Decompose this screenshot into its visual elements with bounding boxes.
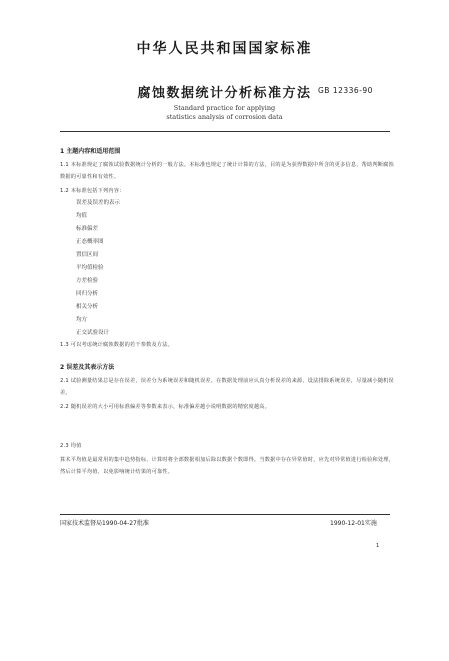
list-item: 均值 (76, 213, 88, 219)
paragraph-2-1: 2.1 试验测量结果总是存在误差，误差分为系统误差和随机误差。在数据处理前应认真分析误差的来源，设法排除系统误差，尽量减小随机误差。 (60, 378, 394, 396)
list-item: 标准偏差 (76, 226, 99, 232)
implementation-date: 1990-12-01实施 (330, 520, 377, 527)
list-item: 置信区间 (76, 252, 99, 258)
list-item: 误差及误差的表示 (76, 200, 121, 206)
paragraph-1-2: 1.2 本标准包括下列内容： (60, 188, 125, 194)
paragraph-2-3: 2.3 均值 (60, 443, 82, 449)
paragraph-2-3-body: 算术平均值是最常用的集中趋势指标，计算时将全部数据相加后除以数据个数即得。当数据中存在异常值时，应先对异常值进行检验和处理，然后计算平均值，以免影响统计结果的可靠性。 (60, 457, 395, 475)
list-item: 正交试验设计 (76, 330, 110, 336)
paragraph-1-3: 1.3 可以考虑统计腐蚀数据的若干参数及方法。 (60, 342, 174, 348)
section-2-heading: 2 误差及其表示方法 (60, 364, 115, 371)
english-title-line-2: statistics analysis of corrosion data (166, 113, 283, 121)
page-number: 1 (376, 543, 380, 549)
list-item: 正态概率图 (76, 239, 104, 245)
list-item: 均方 (76, 317, 88, 323)
list-item: 回归分析 (76, 291, 99, 297)
english-title-line-1: Standard practice for applying (173, 104, 276, 112)
paragraph-2-2: 2.2 随机误差的大小可用标准偏差等参数来表示，标准偏差越小说明数据的精密度越高。 (60, 404, 271, 410)
document-title: 腐蚀数据统计分析标准方法 (137, 86, 312, 101)
paragraph-1-1: 1.1 本标准规定了腐蚀试验数据统计分析的一般方法。本标准也规定了统计计算的方法，目的是为获得数据中所含的更多信息，帮助判断腐蚀数据的可靠性和有效性。 (60, 162, 394, 180)
standard-header: 中华人民共和国国家标准 (136, 41, 313, 57)
list-item: 相关分析 (76, 304, 99, 310)
list-item: 平均值检验 (76, 265, 104, 271)
approval-date: 国家技术监督局1990-04-27批准 (60, 520, 149, 527)
section-1-heading: 1 主题内容和适用范围 (60, 148, 121, 155)
title-rule (60, 131, 390, 132)
list-item: 方差检验 (76, 278, 99, 284)
standard-number: GB 12336-90 (318, 86, 373, 95)
footer-rule (60, 514, 390, 515)
